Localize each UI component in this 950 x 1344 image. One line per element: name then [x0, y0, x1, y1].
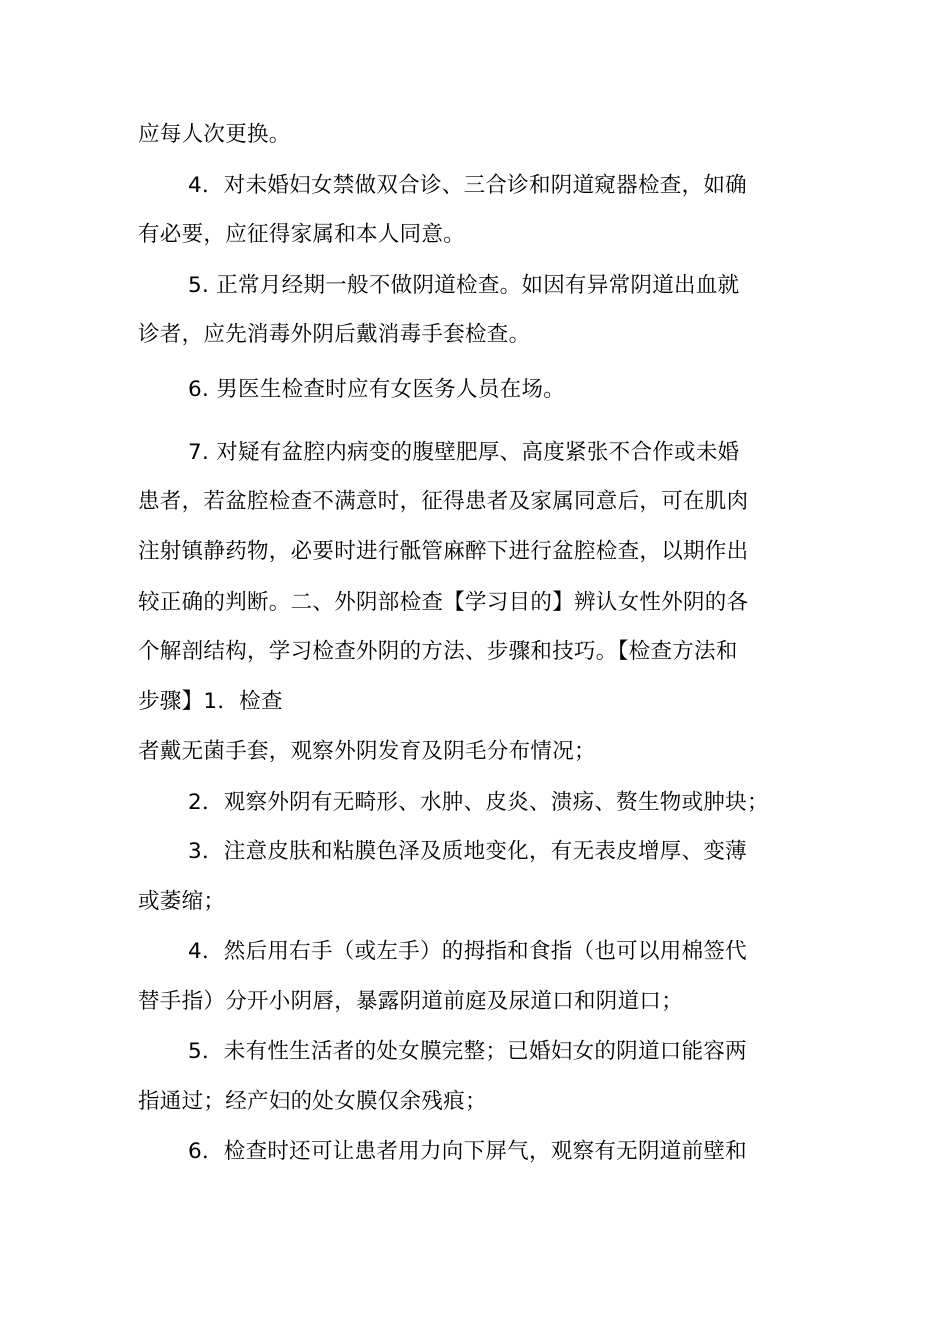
- text-line: 有必要，应征得家属和本人同意。: [138, 222, 466, 247]
- text-line: 或萎缩；: [138, 889, 226, 914]
- text-line: 7. 对疑有盆腔内病变的腹壁肥厚、高度紧张不合作或未婚: [188, 440, 740, 465]
- text-line: 个解剖结构，学习检查外阴的方法、步骤和技巧。【检查方法和: [138, 639, 738, 664]
- text-line: 5．未有性生活者的处女膜完整；已婚妇女的阴道口能容两: [188, 1039, 747, 1064]
- text-line: 替手指）分开小阴唇，暴露阴道前庭及尿道口和阴道口；: [138, 989, 684, 1014]
- text-line: 6. 男医生检查时应有女医务人员在场。: [188, 377, 566, 402]
- text-line: 指通过；经产妇的处女膜仅余残痕；: [138, 1089, 487, 1114]
- text-line: 4．对未婚妇女禁做双合诊、三合诊和阴道窥器检查，如确: [188, 173, 747, 198]
- text-line: 2．观察外阴有无畸形、水肿、皮炎、溃疡、赘生物或肿块；: [188, 790, 769, 815]
- text-line: 5. 正常月经期一般不做阴道检查。如因有异常阴道出血就: [188, 273, 740, 298]
- text-line: 4．然后用右手（或左手）的拇指和食指（也可以用棉签代: [188, 939, 747, 964]
- text-line: 3．注意皮肤和粘膜色泽及质地变化，有无表皮增厚、变薄: [188, 839, 747, 864]
- text-line: 应每人次更换。: [138, 122, 291, 147]
- text-line: 患者，若盆腔检查不满意时，征得患者及家属同意后，可在肌肉: [138, 489, 749, 514]
- text-line: 步骤】1．检查: [138, 689, 283, 714]
- text-line: 者戴无菌手套，观察外阴发育及阴毛分布情况；: [138, 739, 596, 764]
- text-line: 诊者，应先消毒外阴后戴消毒手套检查。: [138, 322, 531, 347]
- text-line: 6．检查时还可让患者用力向下屏气，观察有无阴道前壁和: [188, 1139, 747, 1164]
- text-line: 较正确的判断。二、外阴部检查【学习目的】辨认女性外阴的各: [138, 590, 749, 615]
- text-line: 注射镇静药物，必要时进行骶管麻醉下进行盆腔检查，以期作出: [138, 539, 749, 564]
